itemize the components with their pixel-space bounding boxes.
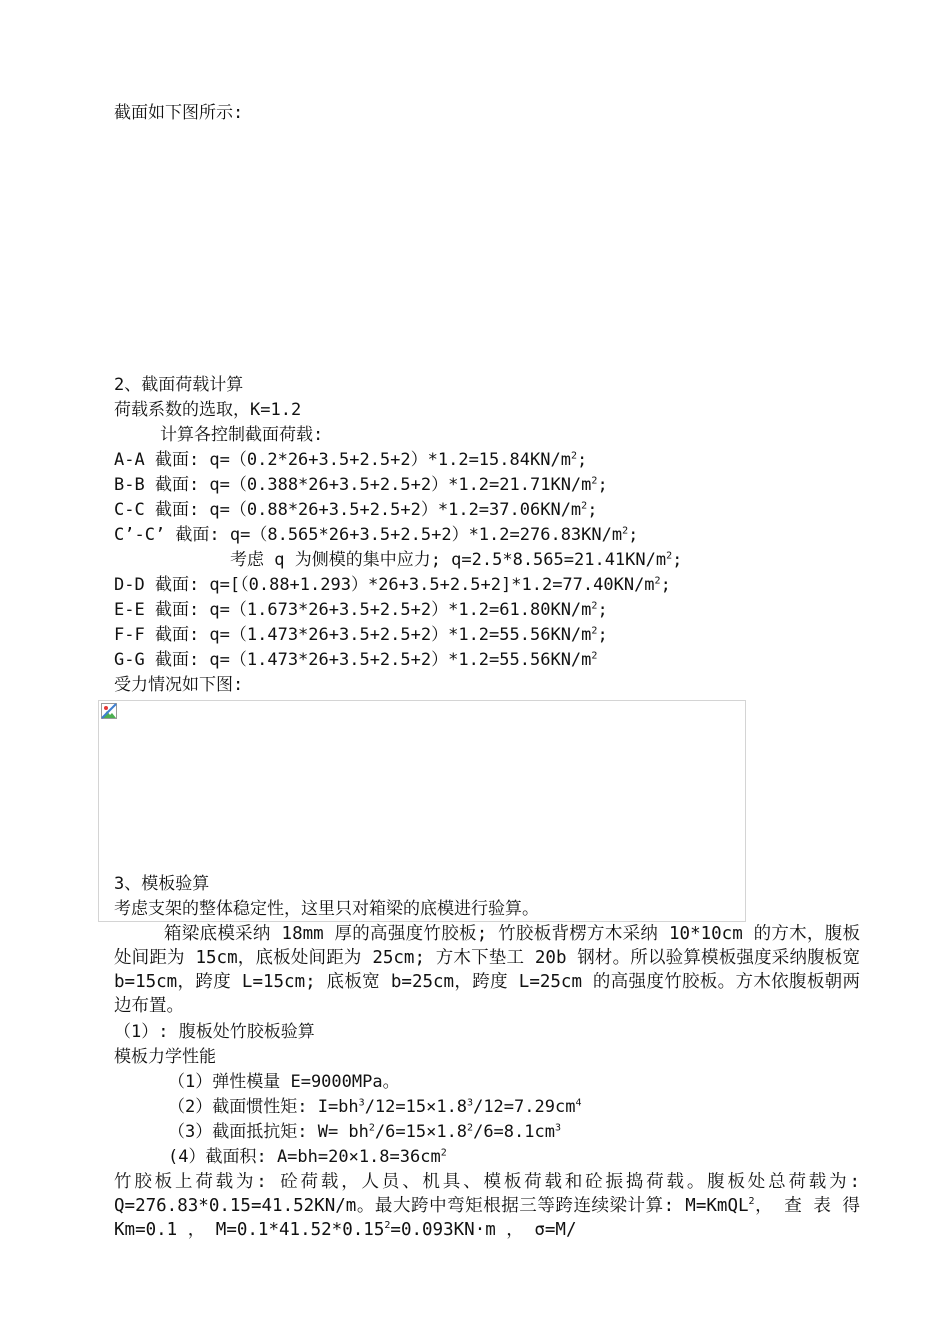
formwork-description-paragraph: 箱梁底模采纳 18mm 厚的高强度竹胶板; 竹胶板背楞方木采纳 10*10cm 的方木，腹板处间距为 15cm，底板处间距为 25cm; 方木下垫工 20b 钢材。所以验算模板强度采纳腹板宽 b=15cm，跨度 L=15cm; 底板宽 b=25cm，跨度 L=25cm 的高强度竹胶板。方木依腹板朝两边布置。 bbox=[114, 924, 860, 1016]
prop-inertia: （2）截面惯性矩: $I=bh^3/12=15\times 1.8^3/12=7.29cm^4$ bbox=[168, 1097, 582, 1117]
load-line-aa: A-A 截面: $q=(0.2*26+3.5+2.5+2)*1.2=15.84KN/m^2$; bbox=[114, 450, 588, 470]
load-line-ee: E-E 截面: $q=(1.673*26+3.5+2.5+2)*1.2=61.80KN/m^2$; bbox=[114, 600, 608, 620]
load-factor-text: 荷载系数的选取，K=1.2 bbox=[114, 400, 302, 420]
mechanical-props-heading: 模板力学性能 bbox=[114, 1047, 216, 1067]
section2-heading: 2、截面荷载计算 bbox=[114, 375, 244, 395]
prop-elastic-modulus: （1）弹性模量 E=9000MPa。 bbox=[168, 1072, 400, 1092]
load-line-bb: B-B 截面: $q=(0.388*26+3.5+2.5+2)*1.2=21.71KN/m^2$; bbox=[114, 475, 608, 495]
load-line-ff: F-F 截面: $q=(1.473*26+3.5+2.5+2)*1.2=55.56KN/m^2$; bbox=[114, 625, 608, 645]
section3-heading: 3、模板验算 bbox=[114, 874, 210, 894]
load-calc-paragraph: 竹胶板上荷载为: 砼荷载，人员、机具、模板荷载和砼振捣荷载。腹板处总荷载为: Q=276.83*0.15=41.52KN/m。最大跨中弯矩根据三等跨连续梁计算: M=KmQL$^2$， 查 表 得 Km=0.1 ， $M=0.1*41.52*0.15^2=0.093KN\cdot m$ ， σ=M/ bbox=[114, 1172, 860, 1240]
calc-intro-text: 计算各控制截面荷载: bbox=[160, 425, 324, 445]
prop-area: (4）截面积: $A=bh=20\times 1.8=36cm^2$ bbox=[168, 1147, 447, 1167]
stability-text: 考虑支架的整体稳定性，这里只对箱梁的底模进行验算。 bbox=[114, 899, 539, 919]
force-intro-text: 受力情况如下图: bbox=[114, 675, 244, 695]
side-form-load-line: 考虑 q 为侧模的集中应力; $q=2.5*8.565=21.41KN/m^2$; bbox=[230, 550, 683, 570]
intro-text: 截面如下图所示: bbox=[114, 103, 244, 123]
prop-section-modulus: （3）截面抵抗矩: $W= bh^2/6=15\times 1.8^2/6=8.1cm^3$ bbox=[168, 1122, 561, 1142]
load-line-cc: C-C 截面: $q=(0.88*26+3.5+2.5+2)*1.2=37.06KN/m^2$; bbox=[114, 500, 598, 520]
web-plate-subheading: （1）: 腹板处竹胶板验算 bbox=[114, 1022, 315, 1042]
broken-image-icon bbox=[101, 703, 117, 719]
load-line-cc-prime: C’-C’ 截面: $q=(8.565*26+3.5+2.5+2)*1.2=276.83KN/m^2$; bbox=[114, 525, 639, 545]
load-line-gg: G-G 截面: $q=(1.473*26+3.5+2.5+2)*1.2=55.56KN/m^2$ bbox=[114, 650, 598, 670]
load-line-dd: D-D 截面: $q=[(0.88+1.293)*26+3.5+2.5+2]*1.2=77.40KN/m^2$; bbox=[114, 575, 671, 595]
